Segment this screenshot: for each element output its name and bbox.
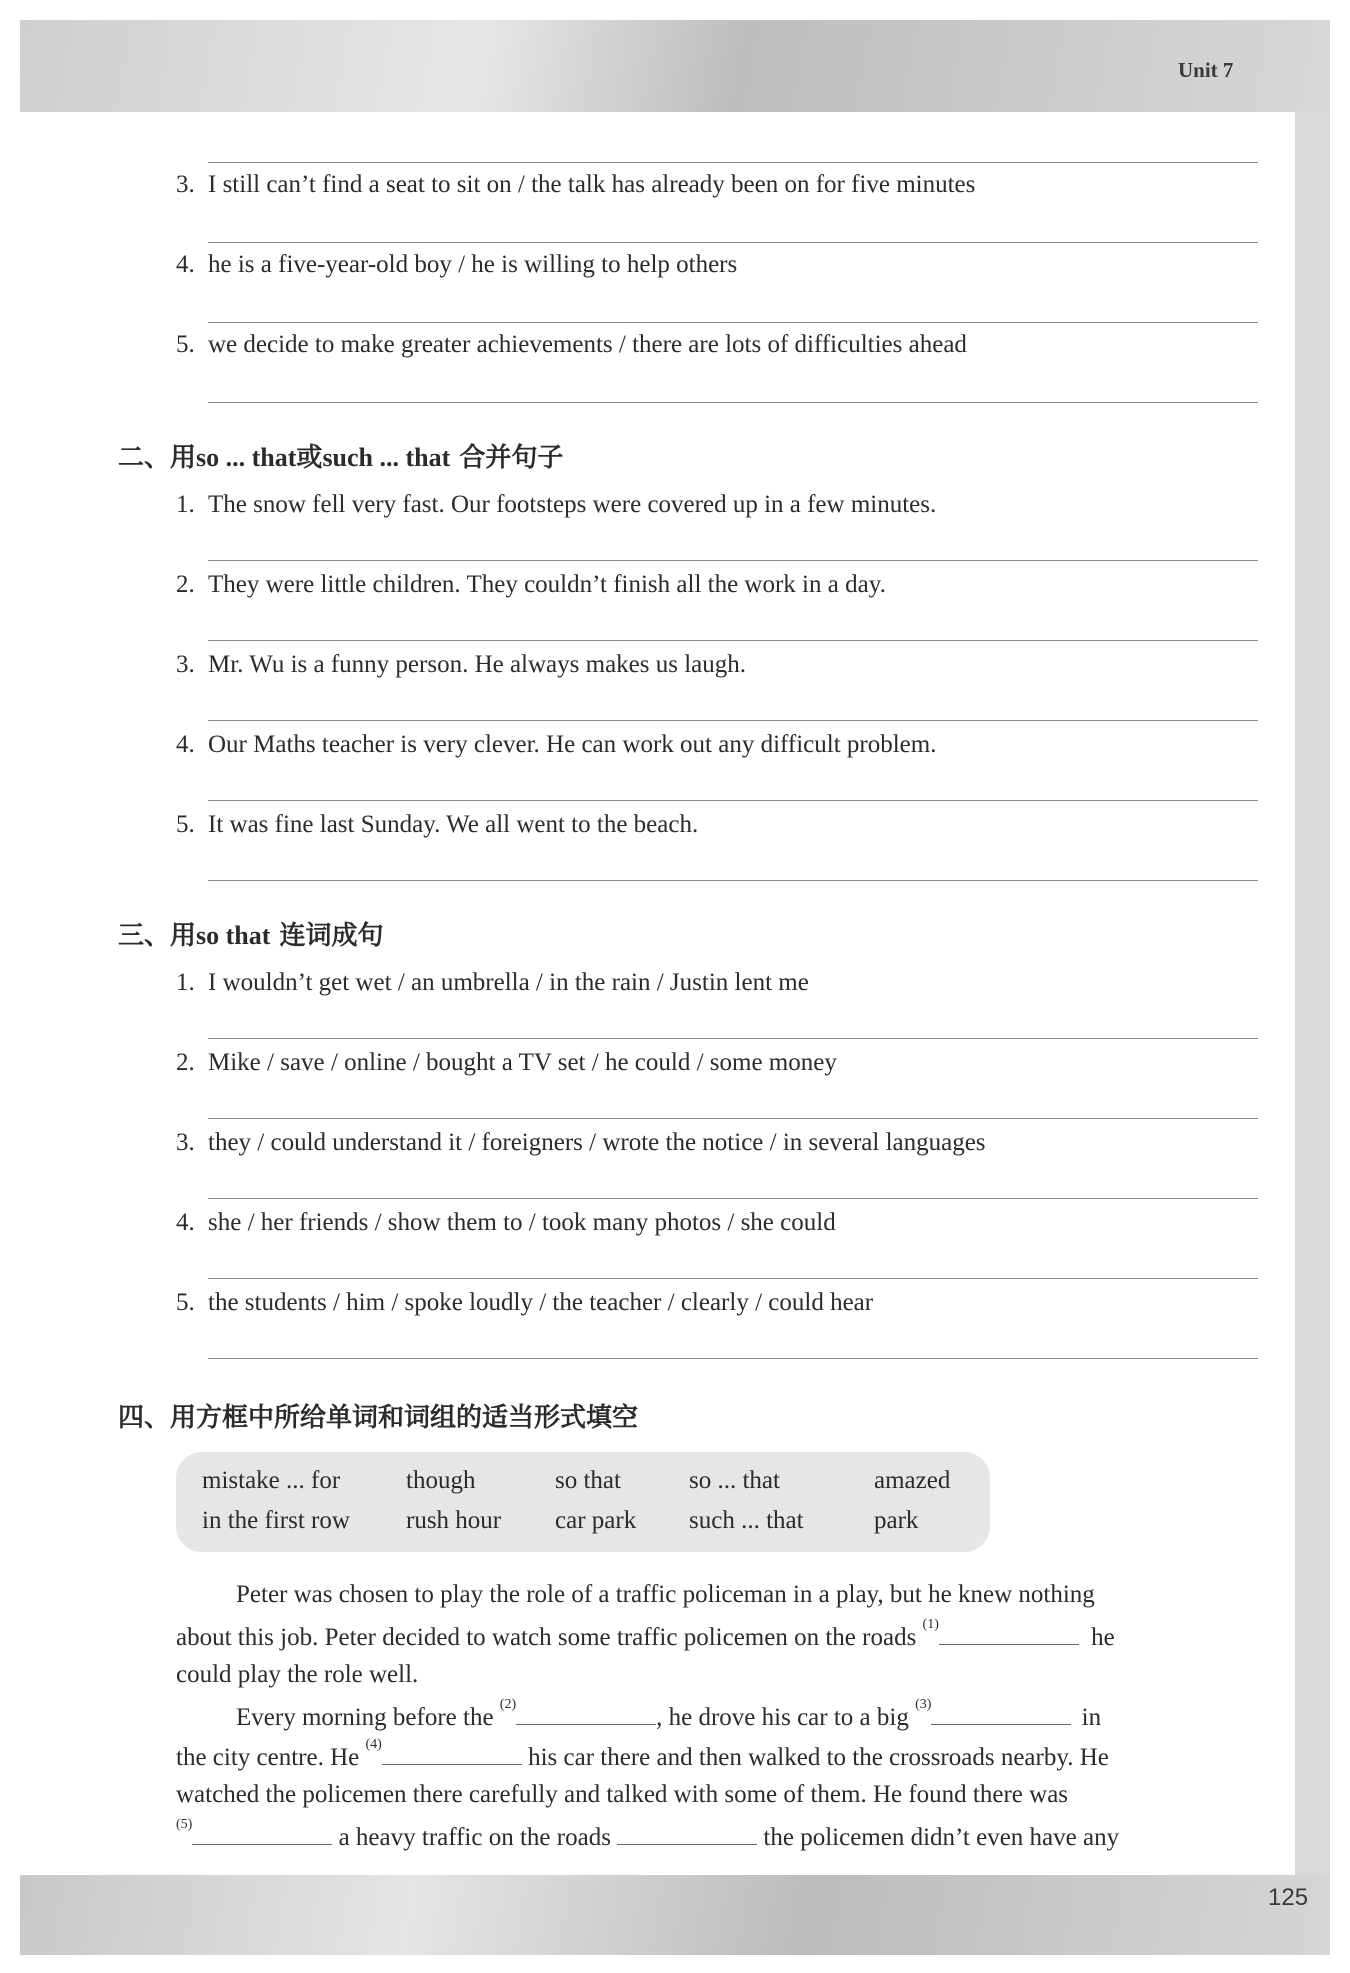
passage-line: watched the policemen there carefully and talked with some of them. He found there was [176, 1781, 1069, 1808]
blank-marker: (2) [499, 1697, 517, 1712]
footer-band [20, 1875, 1330, 1955]
word-option: in the first row [202, 1507, 350, 1534]
answer-line[interactable] [208, 1358, 1258, 1359]
section-heading-2: 二、用so ... that或such ... that 合并句子 [118, 443, 564, 473]
blank-5b[interactable] [617, 1820, 757, 1845]
blank-marker: (1) [922, 1617, 939, 1632]
blank-5a[interactable] [192, 1820, 332, 1845]
blank-4[interactable] [382, 1740, 522, 1765]
word-option: car park [555, 1507, 637, 1534]
exercise-item: 4. he is a five-year-old boy / he is willing to help others [176, 251, 738, 278]
blank-marker: (5) [176, 1817, 193, 1832]
page-number: 125 [1268, 1884, 1309, 1911]
blank-2[interactable] [516, 1700, 656, 1725]
answer-line[interactable] [208, 800, 1258, 801]
word-bank [176, 1452, 990, 1552]
unit-label: Unit 7 [1178, 58, 1234, 82]
answer-line[interactable] [208, 1038, 1258, 1039]
exercise-item: 5. It was fine last Sunday. We all went to the beach. [176, 811, 699, 838]
word-option: such ... that [689, 1507, 804, 1534]
answer-line[interactable] [208, 322, 1258, 323]
blank-3[interactable] [931, 1700, 1071, 1725]
passage-line: could play the role well. [176, 1661, 419, 1688]
word-option: amazed [874, 1467, 951, 1494]
word-option: mistake ... for [202, 1467, 341, 1494]
answer-line[interactable] [208, 402, 1258, 403]
exercise-item: 5. the students / him / spoke loudly / the teacher / clearly / could hear [176, 1289, 874, 1316]
passage-line: about this job. Peter decided to watch some traffic policemen on the roads $^{(1)}$ he [176, 1617, 1115, 1651]
word-option: though [406, 1467, 476, 1494]
word-option: so ... that [689, 1467, 780, 1494]
answer-line[interactable] [208, 560, 1258, 561]
exercise-item: 3. Mr. Wu is a funny person. He always makes us laugh. [176, 651, 747, 678]
answer-line[interactable] [208, 162, 1258, 163]
blank-marker: (3) [915, 1697, 932, 1712]
answer-line[interactable] [208, 720, 1258, 721]
exercise-item: 5. we decide to make greater achievements / there are lots of difficulties ahead [176, 331, 967, 358]
exercise-item: 1. The snow fell very fast. Our footsteps were covered up in a few minutes. [176, 491, 937, 518]
exercise-item: 1. I wouldn’t get wet / an umbrella / in the rain / Justin lent me [176, 969, 809, 996]
passage-line: the city centre. He $^{(4)}$ his car there and then walked to the crossroads nearby. He [176, 1737, 1109, 1771]
word-option: park [874, 1507, 919, 1534]
word-option: rush hour [406, 1507, 502, 1534]
blank-marker: (4) [365, 1737, 382, 1752]
section-heading-4: 四、用方框中所给单词和词组的适当形式填空 [118, 1403, 639, 1433]
header-band [20, 20, 1330, 112]
answer-line[interactable] [208, 880, 1258, 881]
blank-1[interactable] [939, 1620, 1079, 1645]
passage-line: Peter was chosen to play the role of a traffic policeman in a play, but he knew nothing [236, 1581, 1095, 1608]
exercise-item: 2. They were little children. They couldn’t finish all the work in a day. [176, 571, 886, 598]
answer-line[interactable] [208, 1198, 1258, 1199]
exercise-item: 2. Mike / save / online / bought a TV set / he could / some money [176, 1049, 837, 1076]
passage-line: Every morning before the $^{(2)}$ , he drove his car to a big $^{(3)}$ in [236, 1697, 1102, 1731]
exercise-item: 3. they / could understand it / foreigners / wrote the notice / in several languages [176, 1129, 986, 1156]
answer-line[interactable] [208, 1278, 1258, 1279]
exercise-item: 4. Our Maths teacher is very clever. He can work out any difficult problem. [176, 731, 937, 758]
answer-line[interactable] [208, 1118, 1258, 1119]
passage-line: $^{(5)}$ a heavy traffic on the roads the policemen didn’t even have any [176, 1817, 1120, 1851]
exercise-item: 3. I still can’t find a seat to sit on / the talk has already been on for five minutes [176, 171, 976, 198]
answer-line[interactable] [208, 242, 1258, 243]
exercise-item: 4. she / her friends / show them to / took many photos / she could [176, 1209, 836, 1236]
section-heading-3: 三、用so that 连词成句 [118, 921, 384, 951]
answer-line[interactable] [208, 640, 1258, 641]
word-option: so that [555, 1467, 621, 1494]
